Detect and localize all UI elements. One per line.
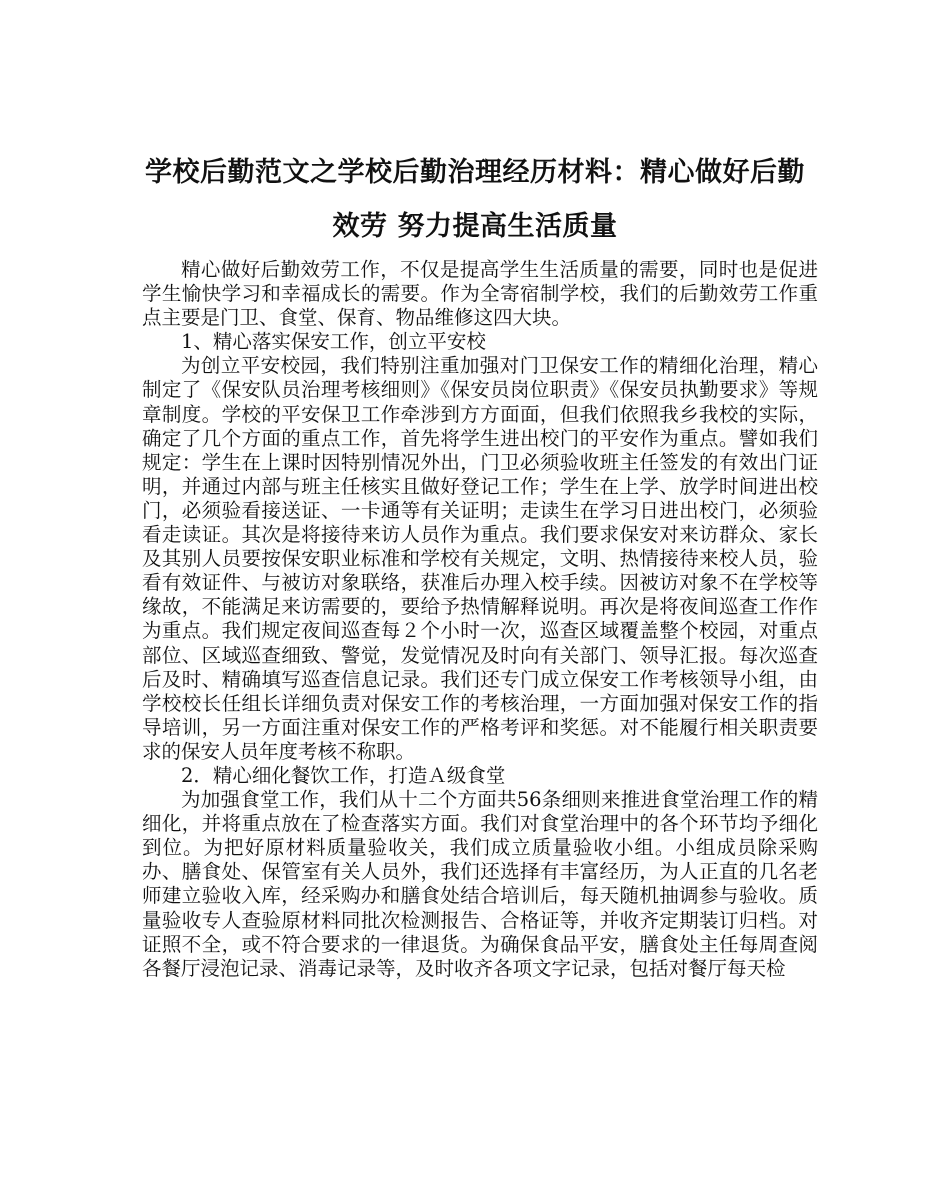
title-line-1: 学校后勤范文之学校后勤治理经历材料：精心做好后勤 xyxy=(145,157,805,189)
document-body xyxy=(142,258,818,981)
section-heading-security: 1、精心落实保安工作，创立平安校 xyxy=(181,330,486,354)
canteen-paragraph: 为加强食堂工作，我们从十二个方面共56条细则来推进食堂治理工作的精细化，并将重点放在了检查落实方面。我们对食堂治理中的各个环节均予细化到位。为把好原材料质量验收关，我们成立质量验收小组。小组成员除采购办、膳食处、保管室有关人员外，我们还选择有丰富经历，为人正直的几名老师建立验收入库，经采购办和膳食处结合培训后，每天随机抽调参与验收。质量验收专人查验原材料同批次检测报告、合格证等，并收齐定期装订归档。对证照不全，或不符合要求的一律退货。为确保食品平安，膳食处主任每周查阅各餐厅浸泡记录、消毒记录等，及时收齐各项文字记录，包括对餐厅每天检 xyxy=(142,788,818,980)
intro-paragraph: 精心做好后勤效劳工作，不仅是提高学生生活质量的需要，同时也是促进学生愉快学习和幸福成长的需要。作为全寄宿制学校，我们的后勤效劳工作重点主要是门卫、食堂、保育、物品维修这四大块。 xyxy=(142,258,818,330)
document-title xyxy=(120,146,830,254)
section-heading-canteen: 2．精心细化餐饮工作，打造Ａ级食堂 xyxy=(181,763,506,787)
security-paragraph: 为创立平安校园，我们特别注重加强对门卫保安工作的精细化治理，精心制定了《保安队员治理考核细则》《保安员岗位职责》《保安员执勤要求》等规章制度。学校的平安保卫工作牵涉到方方面面，但我们依照我乡我校的实际，确定了几个方面的重点工作，首先将学生进出校门的平安作为重点。譬如我们规定：学生在上课时因特别情况外出，门卫必须验收班主任签发的有效出门证明，并通过内部与班主任核实且做好登记工作；学生在上学、放学时间进出校门，必须验看接送证、一卡通等有关证明；走读生在学习日进出校门，必须验看走读证。其次是将接待来访人员作为重点。我们要求保安对来访群众、家长及其别人员要按保安职业标准和学校有关规定，文明、热情接待来校人员，验看有效证件、与被访对象联络，获准后办理入校手续。因被访对象不在学校等缘故，不能满足来访需要的，要给予热情解释说明。再次是将夜间巡查工作作为重点。我们规定夜间巡查每２个小时一次，巡查区域覆盖整个校园，对重点部位、区域巡查细致、警觉，发觉情况及时向有关部门、领导汇报。每次巡查后及时、精确填写巡查信息记录。我们还专门成立保安工作考核领导小组，由学校校长任组长详细负责对保安工作的考核治理，一方面加强对保安工作的指导培训，另一方面注重对保安工作的严格考评和奖惩。对不能履行相关职责要求的保安人员年度考核不称职。 xyxy=(142,354,818,763)
title-line-2: 效劳 努力提高生活质量 xyxy=(332,211,618,243)
